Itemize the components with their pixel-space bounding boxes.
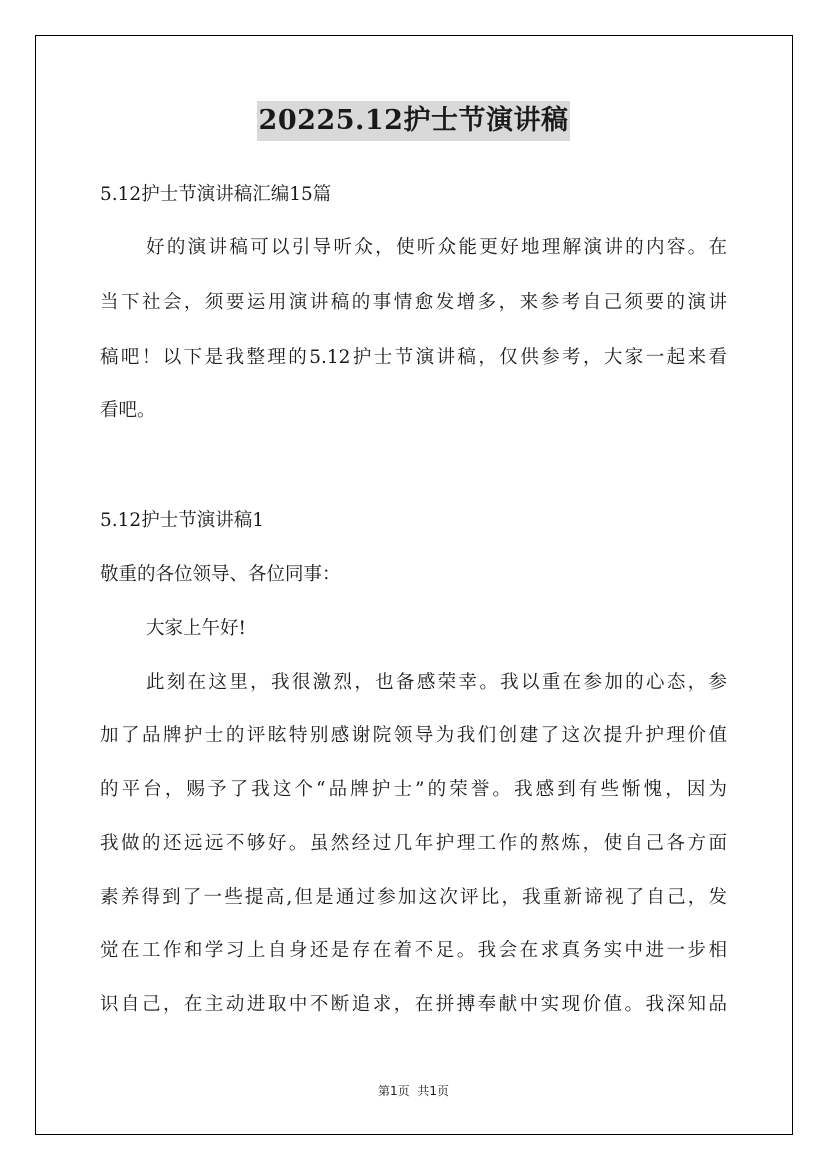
body-line-7: 识自己，在主动进取中不断追求，在拼搏奉献中实现价值。我深知品 <box>100 994 727 1015</box>
salutation: 敬重的各位领导、各位同事： <box>100 564 341 585</box>
intro-line-1: 好的演讲稿可以引导听众，使听众能更好地理解演讲的内容。在 <box>146 237 727 258</box>
page-total: 共1页 <box>417 1084 449 1098</box>
section-title: 5.12护士节演讲稿1 <box>100 510 264 531</box>
title-container <box>0 101 827 141</box>
body-line-6: 觉在工作和学习上自身还是存在着不足。我会在求真务实中进一步相 <box>100 940 727 961</box>
body-line-3: 的平台，赐予了我这个“品牌护士”的荣誉。我感到有些惭愧，因为 <box>100 779 727 800</box>
body-line-5: 素养得到了一些提高,但是通过参加这次评比，我重新谛视了自己，发 <box>100 887 727 908</box>
document-title: 20225.12护士节演讲稿 <box>257 101 571 141</box>
body-line-2: 加了品牌护士的评眩特别感谢院领导为我们创建了这次提升护理价值 <box>100 725 727 746</box>
intro-line-2: 当下社会，须要运用演讲稿的事情愈发增多，来参考自己须要的演讲 <box>100 292 727 313</box>
intro-line-4: 看吧。 <box>100 400 156 421</box>
page-footer <box>0 1082 827 1100</box>
page-number: 第1页 <box>378 1084 410 1098</box>
document-subtitle: 5.12护士节演讲稿汇编15篇 <box>100 184 332 205</box>
intro-line-3: 稿吧！以下是我整理的5.12护士节演讲稿，仅供参考，大家一起来看 <box>100 347 727 368</box>
body-line-1: 此刻在这里，我很激烈，也备感荣幸。我以重在参加的心态，参 <box>146 672 727 693</box>
body-line-4: 我做的还远远不够好。虽然经过几年护理工作的熬炼，使自己各方面 <box>100 833 727 854</box>
greeting: 大家上午好! <box>146 618 246 639</box>
